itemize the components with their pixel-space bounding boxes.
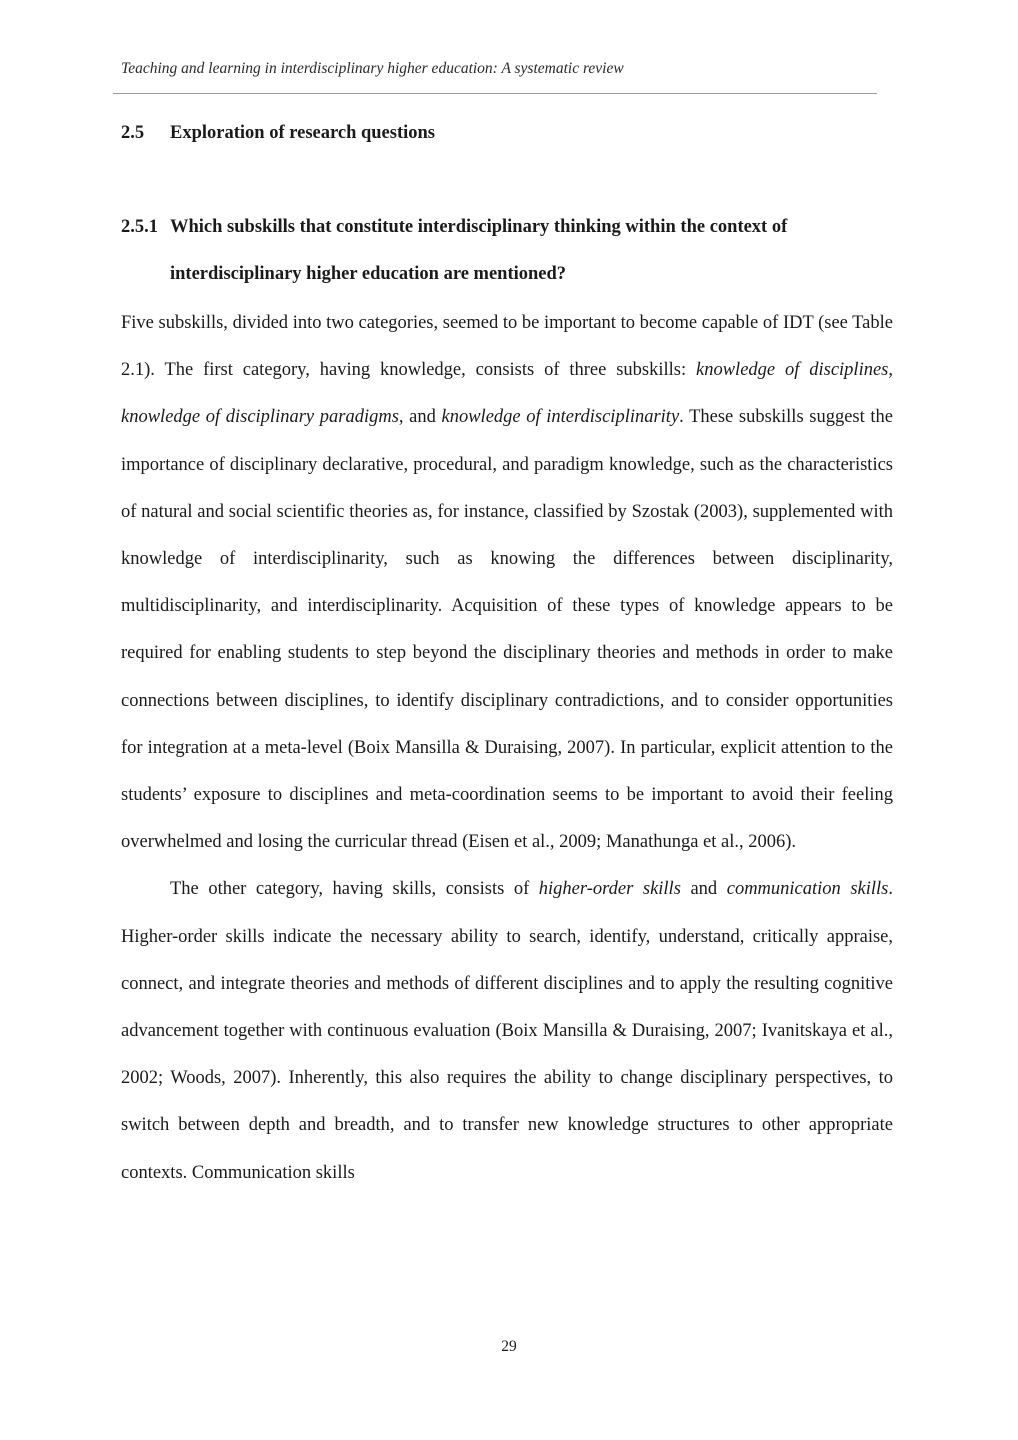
paragraph-2: [121, 866, 893, 1196]
running-header: Teaching and learning in interdisciplinary higher education: A systematic review: [121, 60, 624, 77]
term-communication-skills: communication skills: [726, 879, 889, 900]
section-title: Exploration of research questions: [170, 123, 436, 143]
p2-text-1: The other category, having skills, consists of: [170, 879, 539, 900]
p1-text-4: . These subskills suggest the importance of disciplinary declarative, procedural, and paradigm knowledge, such as the characteristics of natural and social scientific theories as, for instance, classified by Szostak (2003), supplemented with knowledge of interdisciplinarity, such as knowing the differences between disciplinarity, multidisciplinarity, and interdisciplinarity. Acquisition of these types of knowledge appears to be required for enabling students to step beyond the disciplinary theories and methods in order to make connections between disciplines, to identify disciplinary contradictions, and to consider opportunities for integration at a meta-level (Boix Mansilla & Duraising, 2007). In particular, explicit attention to the students’ exposure to disciplines and meta-coordination seems to be important to avoid their feeling overwhelmed and losing the curricular thread (Eisen et al., 2009; Manathunga et al., 2006).: [121, 407, 893, 853]
subsection-number: 2.5.1: [121, 217, 158, 237]
body-text: [121, 300, 893, 1197]
p2-text-3: . Higher-order skills indicate the necessary ability to search, identify, understand, critically appraise, connect, and integrate theories and methods of different disciplines and to apply the resulting cognitive advancement together with continuous evaluation (Boix Mansilla & Duraising, 2007; Ivanitskaya et al., 2002; Woods, 2007). Inherently, this also requires the ability to change disciplinary perspectives, to switch between depth and breadth, and to transfer new knowledge structures to other appropriate contexts. Communication skills: [121, 879, 894, 1183]
page-number: 29: [501, 1338, 517, 1355]
paragraph-1: [121, 300, 893, 866]
p2-text-2: and: [680, 879, 727, 900]
p1-text-1: Five subskills, divided into two categories, seemed to be important to become capable of IDT (see Table 2.1). The first category, having knowledge, consists of three subskills:: [121, 313, 893, 381]
section-heading: [121, 121, 435, 145]
p1-text-3: , and: [398, 407, 442, 428]
term-higher-order-skills: higher-order skills: [538, 879, 681, 900]
term-knowledge-of-disciplinary-paradigms: knowledge of disciplinary paradigms: [121, 407, 399, 428]
section-number: 2.5: [121, 123, 145, 143]
p1-text-2: ,: [888, 360, 894, 381]
term-knowledge-of-interdisciplinarity: knowledge of interdisciplinarity: [441, 407, 680, 428]
subsection-title: Which subskills that constitute interdisciplinary thinking within the context of interdisciplinary higher education are mentioned?: [170, 217, 788, 285]
subsection-heading: [121, 204, 901, 298]
term-knowledge-of-disciplines: knowledge of disciplines: [696, 360, 889, 381]
header-rule: [113, 93, 877, 94]
